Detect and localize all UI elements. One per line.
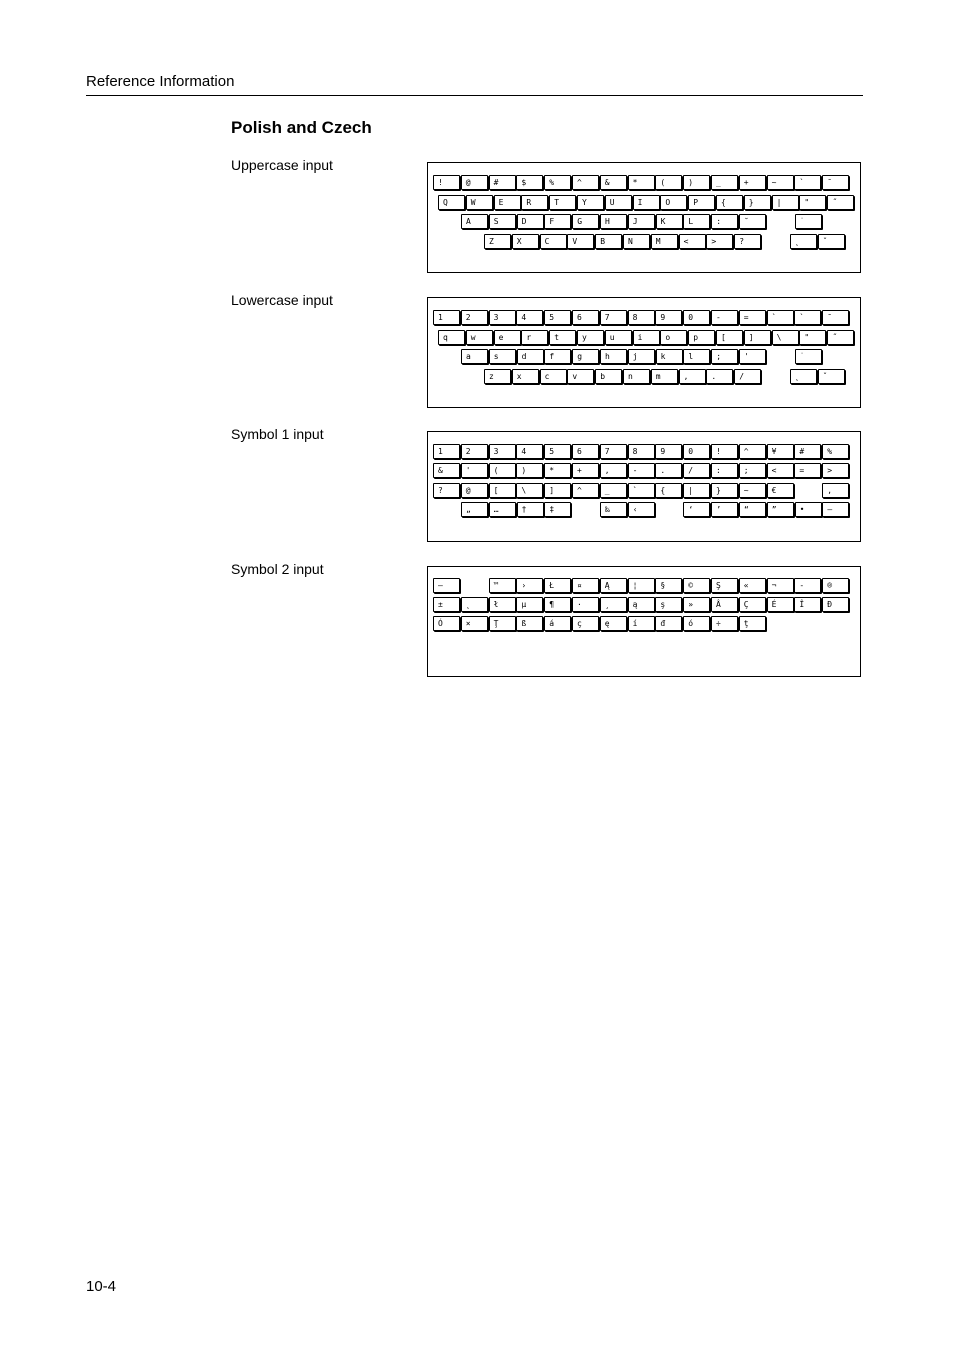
keyboard-key: • — [795, 502, 822, 517]
keyboard-key: ¸ — [600, 597, 627, 612]
keyboard-key: m — [651, 369, 678, 384]
keyboard-key: ÷ — [711, 616, 738, 631]
keyboard-key: × — [461, 616, 488, 631]
keyboard-key: 1 — [433, 444, 460, 459]
keyboard-key: g — [572, 349, 599, 364]
keyboard-key: y — [577, 330, 604, 345]
keyboard-key: ţ — [739, 616, 766, 631]
keyboard-symbol-2 — [427, 566, 861, 677]
keyboard-key: — — [433, 578, 460, 593]
keyboard-key: ; — [739, 463, 766, 478]
keyboard-key: s — [489, 349, 516, 364]
keyboard-key: > — [822, 463, 849, 478]
keyboard-key: ^ — [739, 444, 766, 459]
keyboard-key: Y — [577, 195, 604, 210]
keyboard-key: | — [772, 195, 799, 210]
keyboard-key: É — [767, 597, 794, 612]
keyboard-key: : — [711, 214, 738, 229]
keyboard-key: ¯ — [822, 175, 849, 190]
keyboard-key: ‰ — [600, 502, 627, 517]
keyboard-key: W — [466, 195, 493, 210]
keyboard-key: ; — [711, 349, 738, 364]
keyboard-key: « — [739, 578, 766, 593]
keyboard-key: a — [461, 349, 488, 364]
keyboard-key: ! — [433, 175, 460, 190]
keyboard-uppercase — [427, 162, 861, 273]
keyboard-key: ? — [734, 234, 761, 249]
keyboard-key: ™ — [489, 578, 516, 593]
keyboard-key: } — [744, 195, 771, 210]
keyboard-key: ˘ — [739, 214, 766, 229]
keyboard-key: ) — [516, 463, 543, 478]
keyboard-key: # — [489, 175, 516, 190]
keyboard-key: t — [549, 330, 576, 345]
keyboard-key: ˝ — [827, 195, 854, 210]
keyboard-key: x — [512, 369, 539, 384]
keyboard-key: n — [623, 369, 650, 384]
keyboard-key: @ — [461, 483, 488, 498]
keyboard-key: M — [651, 234, 678, 249]
keyboard-key: 0 — [683, 310, 710, 325]
keyboard-key: ` — [628, 483, 655, 498]
keyboard-key: ¯ — [822, 310, 849, 325]
keyboard-key: * — [628, 175, 655, 190]
page-number: 10-4 — [86, 1278, 117, 1295]
keyboard-key: V — [567, 234, 594, 249]
keyboard-key: E — [494, 195, 521, 210]
keyboard-key: = — [739, 310, 766, 325]
keyboard-key: N — [623, 234, 650, 249]
keyboard-key: ę — [600, 616, 627, 631]
keyboard-key: ¶ — [544, 597, 571, 612]
keyboard-key: F — [544, 214, 571, 229]
keyboard-key: _ — [711, 175, 738, 190]
keyboard-key: / — [734, 369, 761, 384]
keyboard-key: O — [660, 195, 687, 210]
keyboard-key: i — [633, 330, 660, 345]
keyboard-key: { — [716, 195, 743, 210]
keyboard-key: < — [767, 463, 794, 478]
keyboard-key: ' — [461, 463, 488, 478]
keyboard-key: j — [628, 349, 655, 364]
keyboard-key: ~ — [739, 483, 766, 498]
keyboard-key: * — [544, 463, 571, 478]
keyboard-key: K — [656, 214, 683, 229]
keyboard-key: z — [484, 369, 511, 384]
keyboard-key: ' — [739, 349, 766, 364]
keyboard-key: ˇ — [818, 369, 845, 384]
keyboard-key: ˛ — [790, 234, 817, 249]
keyboard-key: [ — [489, 483, 516, 498]
keyboard-key: % — [822, 444, 849, 459]
keyboard-key: b — [595, 369, 622, 384]
keyboard-key: ¥ — [767, 444, 794, 459]
keyboard-key: ? — [433, 483, 460, 498]
keyboard-key: ß — [516, 616, 543, 631]
keyboard-key: 5 — [544, 444, 571, 459]
keyboard-key: 8 — [628, 444, 655, 459]
keyboard-key: k — [656, 349, 683, 364]
keyboard-key: … — [489, 502, 516, 517]
keyboard-key: „ — [461, 502, 488, 517]
keyboard-key: , — [679, 369, 706, 384]
keyboard-key: › — [516, 578, 543, 593]
running-header: Reference Information — [86, 73, 235, 90]
keyboard-key: \ — [772, 330, 799, 345]
label-lowercase-input: Lowercase input — [231, 292, 333, 308]
keyboard-key: ‘ — [683, 502, 710, 517]
keyboard-key: ‡ — [544, 502, 571, 517]
keyboard-key: r — [521, 330, 548, 345]
keyboard-key: » — [683, 597, 710, 612]
keyboard-key: D — [517, 214, 544, 229]
keyboard-key: | — [683, 483, 710, 498]
keyboard-key: ] — [744, 330, 771, 345]
keyboard-key: ˙ — [795, 214, 822, 229]
keyboard-key: 5 — [544, 310, 571, 325]
keyboard-key: \ — [516, 483, 543, 498]
keyboard-key: µ — [516, 597, 543, 612]
keyboard-key: ą — [628, 597, 655, 612]
keyboard-key: ¬ — [767, 578, 794, 593]
keyboard-key: f — [544, 349, 571, 364]
label-uppercase-input: Uppercase input — [231, 157, 333, 173]
keyboard-key: ¦ — [628, 578, 655, 593]
keyboard-key: á — [544, 616, 571, 631]
keyboard-key: © — [683, 578, 710, 593]
keyboard-key: l — [683, 349, 710, 364]
keyboard-key: o — [660, 330, 687, 345]
keyboard-key: = — [794, 463, 821, 478]
keyboard-key: > — [706, 234, 733, 249]
keyboard-key: Ł — [544, 578, 571, 593]
keyboard-key: ˙ — [795, 349, 822, 364]
keyboard-key: # — [794, 444, 821, 459]
keyboard-key: [ — [716, 330, 743, 345]
keyboard-key: + — [572, 463, 599, 478]
keyboard-key: . — [706, 369, 733, 384]
keyboard-lowercase — [427, 297, 861, 408]
keyboard-key: Ó — [433, 616, 460, 631]
keyboard-key: e — [494, 330, 521, 345]
keyboard-key: ] — [544, 483, 571, 498]
keyboard-key: 4 — [516, 310, 543, 325]
keyboard-key: ” — [767, 502, 794, 517]
keyboard-key: R — [521, 195, 548, 210]
keyboard-key: - — [628, 463, 655, 478]
keyboard-key: B — [595, 234, 622, 249]
keyboard-key: 2 — [461, 444, 488, 459]
keyboard-key: ~ — [767, 175, 794, 190]
keyboard-key: % — [544, 175, 571, 190]
keyboard-key: w — [466, 330, 493, 345]
keyboard-key: € — [767, 483, 794, 498]
keyboard-key: L — [683, 214, 710, 229]
keyboard-key: c — [540, 369, 567, 384]
keyboard-symbol-1 — [427, 431, 861, 542]
keyboard-key: & — [600, 175, 627, 190]
keyboard-key: / — [683, 463, 710, 478]
keyboard-key: I — [633, 195, 660, 210]
keyboard-key: A — [461, 214, 488, 229]
keyboard-key: , — [822, 483, 849, 498]
keyboard-key: 4 — [516, 444, 543, 459]
keyboard-key: - — [794, 578, 821, 593]
keyboard-key: S — [489, 214, 516, 229]
keyboard-key: ! — [711, 444, 738, 459]
keyboard-key: ç — [572, 616, 599, 631]
keyboard-key: J — [628, 214, 655, 229]
keyboard-key: Ç — [739, 597, 766, 612]
keyboard-key: H — [600, 214, 627, 229]
label-symbol-2-input: Symbol 2 input — [231, 561, 324, 577]
keyboard-key: ˝ — [827, 330, 854, 345]
keyboard-key: ‹ — [628, 502, 655, 517]
keyboard-key: 3 — [489, 310, 516, 325]
label-symbol-1-input: Symbol 1 input — [231, 426, 324, 442]
keyboard-key: 3 — [489, 444, 516, 459]
keyboard-key: ¤ — [572, 578, 599, 593]
keyboard-key: { — [655, 483, 682, 498]
keyboard-key: Ą — [600, 578, 627, 593]
keyboard-key: U — [605, 195, 632, 210]
keyboard-key: ( — [655, 175, 682, 190]
keyboard-key: ^ — [572, 483, 599, 498]
keyboard-key: đ — [655, 616, 682, 631]
keyboard-key: ˛ — [461, 597, 488, 612]
keyboard-key: @ — [461, 175, 488, 190]
keyboard-key: ł — [489, 597, 516, 612]
keyboard-key: Z — [484, 234, 511, 249]
keyboard-key: Ţ — [489, 616, 516, 631]
keyboard-key: u — [605, 330, 632, 345]
keyboard-key: ˛ — [790, 369, 817, 384]
keyboard-key: p — [688, 330, 715, 345]
keyboard-key: 8 — [628, 310, 655, 325]
keyboard-key: " — [799, 330, 826, 345]
section-title: Polish and Czech — [231, 118, 372, 137]
keyboard-key: 9 — [655, 444, 682, 459]
keyboard-key: ` — [794, 310, 821, 325]
keyboard-key: 2 — [461, 310, 488, 325]
keyboard-key: - — [711, 310, 738, 325]
keyboard-key: Q — [438, 195, 465, 210]
keyboard-key: ` — [794, 175, 821, 190]
keyboard-key: d — [517, 349, 544, 364]
keyboard-key: 0 — [683, 444, 710, 459]
keyboard-key: í — [628, 616, 655, 631]
keyboard-key: 6 — [572, 444, 599, 459]
keyboard-key: – — [822, 502, 849, 517]
keyboard-key: ^ — [572, 175, 599, 190]
keyboard-key: " — [799, 195, 826, 210]
keyboard-key: † — [517, 502, 544, 517]
keyboard-key: Ş — [711, 578, 738, 593]
keyboard-key: q — [438, 330, 465, 345]
keyboard-key: 7 — [600, 444, 627, 459]
keyboard-key: P — [688, 195, 715, 210]
keyboard-key: ó — [683, 616, 710, 631]
keyboard-key: X — [512, 234, 539, 249]
keyboard-key: 6 — [572, 310, 599, 325]
keyboard-key: ( — [489, 463, 516, 478]
keyboard-key: _ — [600, 483, 627, 498]
keyboard-key: } — [711, 483, 738, 498]
keyboard-key: Đ — [822, 597, 849, 612]
keyboard-key: G — [572, 214, 599, 229]
keyboard-key: 9 — [655, 310, 682, 325]
keyboard-key: ) — [683, 175, 710, 190]
keyboard-key: C — [540, 234, 567, 249]
keyboard-key: Î — [794, 597, 821, 612]
header-rule — [86, 95, 863, 96]
keyboard-key: ± — [433, 597, 460, 612]
keyboard-key: v — [567, 369, 594, 384]
keyboard-key: ’ — [711, 502, 738, 517]
keyboard-key: < — [679, 234, 706, 249]
keyboard-key: + — [739, 175, 766, 190]
keyboard-key: & — [433, 463, 460, 478]
keyboard-key: ş — [655, 597, 682, 612]
keyboard-key: ˇ — [818, 234, 845, 249]
keyboard-key: § — [655, 578, 682, 593]
keyboard-key: “ — [739, 502, 766, 517]
keyboard-key: · — [572, 597, 599, 612]
keyboard-key: : — [711, 463, 738, 478]
keyboard-key: Â — [711, 597, 738, 612]
keyboard-key: 7 — [600, 310, 627, 325]
keyboard-key: 1 — [433, 310, 460, 325]
keyboard-key: . — [655, 463, 682, 478]
keyboard-key: ` — [767, 310, 794, 325]
keyboard-key: h — [600, 349, 627, 364]
keyboard-key: , — [600, 463, 627, 478]
keyboard-key: T — [549, 195, 576, 210]
keyboard-key: $ — [516, 175, 543, 190]
keyboard-key: ® — [822, 578, 849, 593]
